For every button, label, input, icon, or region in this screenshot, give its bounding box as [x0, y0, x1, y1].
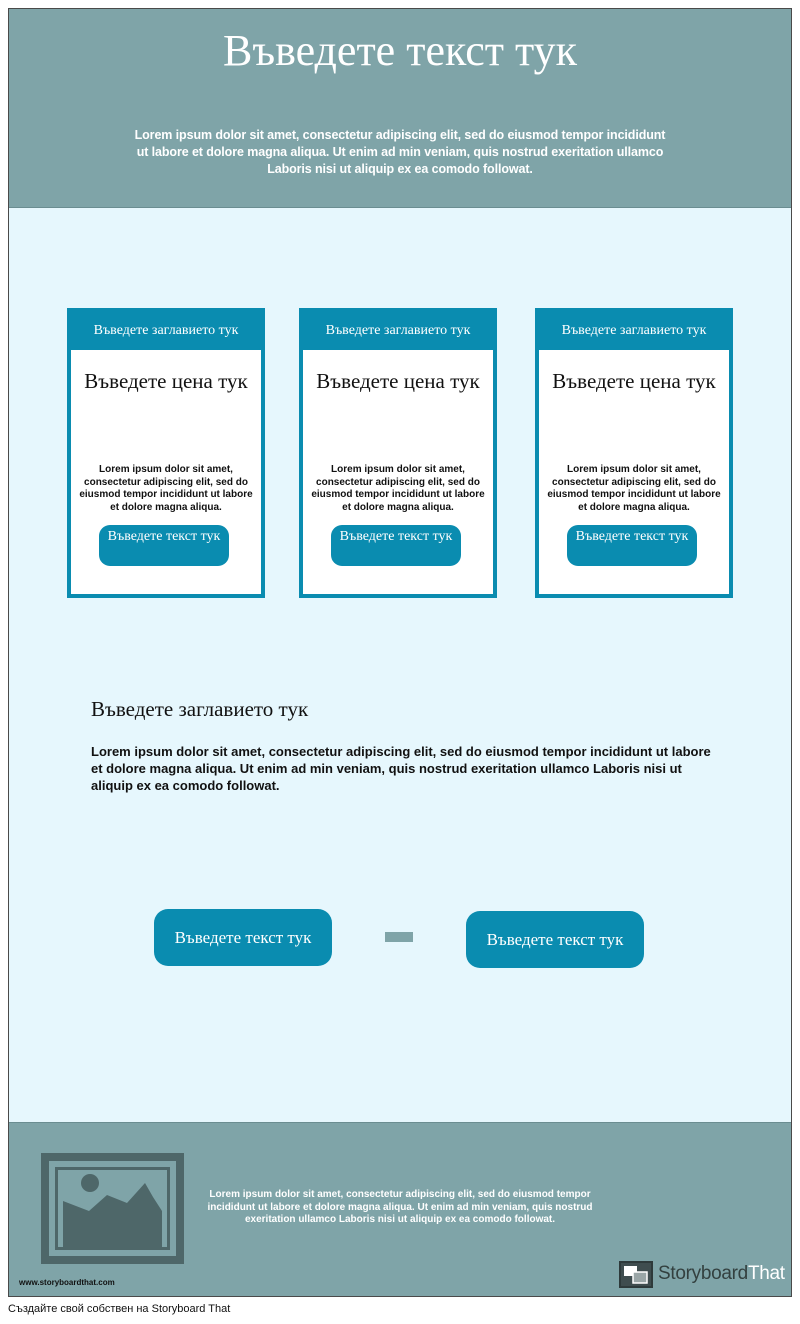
- card-price[interactable]: Въведете цена тук: [316, 369, 480, 393]
- dash-separator: [385, 932, 413, 942]
- card-text[interactable]: Lorem ipsum dolor sit amet, consectetur adipiscing elit, sed do eiusmod tempor incididunt ut labore et dolore magna aliqua.: [311, 464, 485, 513]
- pricing-card-3: [535, 308, 733, 598]
- card-text[interactable]: Lorem ipsum dolor sit amet, consectetur adipiscing elit, sed do eiusmod tempor incididunt ut labore et dolore magna aliqua.: [547, 464, 721, 513]
- logo-word-that: That: [747, 1263, 785, 1284]
- card-button[interactable]: Въведете текст тук: [567, 525, 697, 566]
- card-heading[interactable]: Въведете заглавието тук: [539, 312, 729, 350]
- card-heading[interactable]: Въведете заглавието тук: [303, 312, 493, 350]
- pricing-card-1: [67, 308, 265, 598]
- card-heading[interactable]: Въведете заглавието тук: [71, 312, 261, 350]
- card-price[interactable]: Въведете цена тук: [84, 369, 248, 393]
- image-placeholder-icon[interactable]: [41, 1153, 184, 1264]
- header-banner: [9, 9, 791, 208]
- card-button[interactable]: Въведете текст тук: [331, 525, 461, 566]
- footer-banner: [9, 1122, 791, 1297]
- poster-canvas: [8, 8, 792, 1297]
- logo-wordmark: [658, 1262, 785, 1286]
- section-title[interactable]: Въведете заглавието тук: [91, 697, 309, 721]
- section-text[interactable]: Lorem ipsum dolor sit amet, consectetur adipiscing elit, sed do eiusmod tempor incididunt ut labore et dolore magna aliqua. Ut enim ad min veniam, quis nostrud exeritation ullamco Laboris nisi ut aliquip ex ea comodo followat.: [91, 744, 711, 793]
- header-title[interactable]: Въведете текст тук: [222, 26, 578, 75]
- create-your-own-link[interactable]: Създайте свой собствен на Storyboard That: [8, 1303, 231, 1315]
- pricing-card-2: [299, 308, 497, 598]
- card-button[interactable]: Въведете текст тук: [99, 525, 229, 566]
- footer-text[interactable]: Lorem ipsum dolor sit amet, consectetur adipiscing elit, sed do eiusmod tempor incididunt ut labore et dolore magna aliqua. Ut enim ad min veniam, quis nostrud exeritation ullamco Laboris nisi ut aliquip ex ea comodo followat.: [207, 1189, 593, 1225]
- storyboard-icon: [619, 1261, 653, 1288]
- left-pill-button[interactable]: Въведете текст тук: [154, 909, 332, 966]
- storyboardthat-logo[interactable]: [619, 1261, 784, 1289]
- header-text[interactable]: Lorem ipsum dolor sit amet, consectetur adipiscing elit, sed do eiusmod tempor incididunt ut labore et dolore magna aliqua. Ut enim ad min veniam, quis nostrud exeritation ullamco Laboris nisi ut aliquip ex ea comodo followat.: [134, 128, 666, 176]
- card-text[interactable]: Lorem ipsum dolor sit amet, consectetur adipiscing elit, sed do eiusmod tempor incididunt ut labore et dolore magna aliqua.: [79, 464, 253, 513]
- right-pill-button[interactable]: Въведете текст тук: [466, 911, 644, 968]
- logo-word-story: Storyboard: [658, 1263, 748, 1284]
- card-price[interactable]: Въведете цена тук: [552, 369, 716, 393]
- site-url: www.storyboardthat.com: [19, 1278, 115, 1287]
